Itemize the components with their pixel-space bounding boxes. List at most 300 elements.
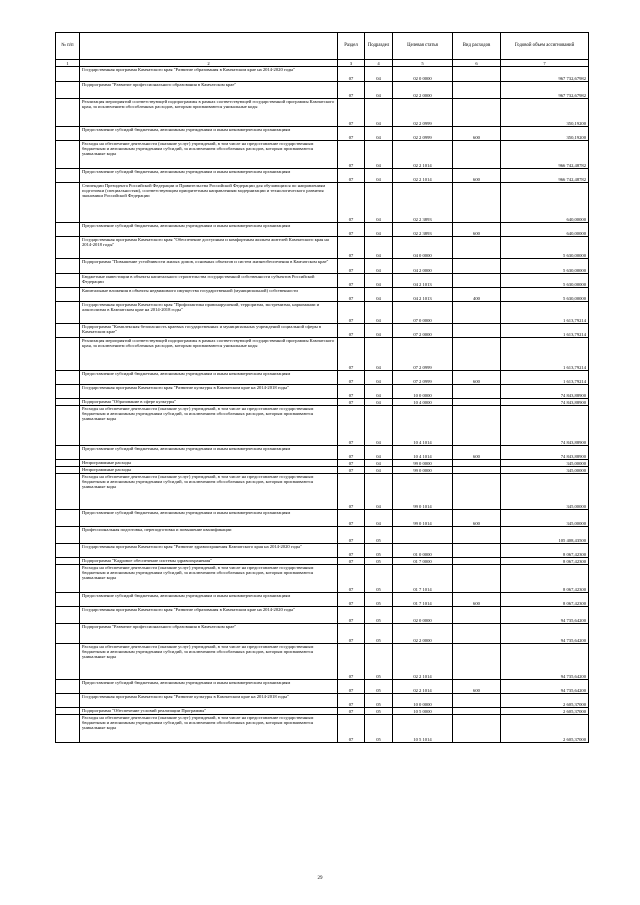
row-number-cell [56,406,80,446]
table-row [56,715,589,743]
row-podrazdel: 04 [365,169,393,183]
column-number: 7 [501,60,589,67]
row-number-cell [56,593,80,607]
row-podrazdel: 04 [365,385,393,399]
row-sum: 2 605,37000 [501,715,589,743]
row-vid [453,624,501,644]
row-sum: 966 742,48782 [501,141,589,169]
row-statya: 10 4 0000 [393,399,453,406]
table-row [56,467,589,474]
row-razdel: 07 [338,385,365,399]
row-number-cell [56,607,80,624]
table-row [56,141,589,169]
row-vid: 600 [453,593,501,607]
row-name: Подпрограмма "Кадровое обеспечение системы здравоохранения" [80,558,338,565]
row-name: Капитальные вложения в объекты недвижимого имущества государственной (муниципальной) собственности [80,288,338,302]
row-razdel: 07 [338,708,365,715]
table-row [56,259,589,274]
row-number-cell [56,259,80,274]
row-statya: 10 0 0000 [393,694,453,708]
row-statya: 04 0 0000 [393,237,453,259]
row-sum: 1 613,79214 [501,324,589,338]
row-statya: 10 4 1014 [393,446,453,460]
row-statya: 04 2 1013 [393,274,453,288]
row-statya: 01 7 1014 [393,593,453,607]
row-number-cell [56,527,80,544]
row-podrazdel: 04 [365,399,393,406]
row-name: Предоставление субсидий бюджетным, автономным учреждениям и иным некоммерческим организациям [80,510,338,527]
row-sum: 94 735,64200 [501,624,589,644]
row-podrazdel: 04 [365,371,393,385]
row-razdel: 07 [338,183,365,223]
row-statya: 02 2 3893 [393,223,453,237]
table-row [56,446,589,460]
row-podrazdel: 04 [365,510,393,527]
row-vid [453,385,501,399]
row-razdel: 07 [338,274,365,288]
row-sum: 967 732,67982 [501,82,589,99]
row-sum: 5 630,00000 [501,288,589,302]
row-vid [453,474,501,510]
row-sum: 966 742,48782 [501,169,589,183]
row-sum: 105 408,43500 [501,527,589,544]
row-statya: 02 2 1014 [393,680,453,694]
table-row [56,527,589,544]
row-name: Предоставление субсидий бюджетным, автономным учреждениям и иным некоммерческим организациям [80,446,338,460]
row-name: Бюджетные инвестиции в объекты капитального строительства государственной собственности субъектов Российской Федерации [80,274,338,288]
table-row [56,624,589,644]
row-number-cell [56,385,80,399]
table-row [56,385,589,399]
table-row [56,127,589,141]
row-razdel: 07 [338,644,365,680]
row-podrazdel: 04 [365,406,393,446]
row-name: Государственная программа Камчатского края "Развитие здравоохранения Камчатского края на 2014-2020 годы" [80,544,338,558]
row-number-cell [56,474,80,510]
row-number-cell [56,324,80,338]
row-podrazdel: 04 [365,460,393,467]
table-row [56,558,589,565]
row-number-cell [56,237,80,259]
row-razdel: 07 [338,460,365,467]
row-razdel: 07 [338,510,365,527]
row-vid [453,259,501,274]
row-statya: 02 2 1014 [393,169,453,183]
header-vid: Вид расходов [453,33,501,60]
row-statya: 10 0 0000 [393,385,453,399]
row-name: Стипендии Президента Российской Федерации и Правительства Российской Федерации для обучающихся по направлениям подготовки (специальностям), соответствующим приоритетным направлениям модернизации и технологического развития экономики Российской Федерации [80,183,338,223]
header-razdel: Раздел [338,33,365,60]
row-razdel: 07 [338,715,365,743]
row-podrazdel: 04 [365,67,393,82]
row-vid [453,274,501,288]
row-vid [453,183,501,223]
table-row [56,169,589,183]
row-statya: 01 7 1014 [393,565,453,593]
row-sum: 350,19200 [501,99,589,127]
row-podrazdel: 04 [365,274,393,288]
row-number-cell [56,558,80,565]
row-vid [453,527,501,544]
table-row [56,406,589,446]
row-vid [453,302,501,324]
row-vid: 600 [453,127,501,141]
row-vid [453,460,501,467]
row-razdel: 07 [338,593,365,607]
row-name: Предоставление субсидий бюджетным, автономным учреждениям и иным некоммерческим организациям [80,127,338,141]
row-podrazdel: 04 [365,82,393,99]
row-vid [453,715,501,743]
table-row [56,82,589,99]
row-statya: 07 2 0000 [393,324,453,338]
row-statya: 02 2 0000 [393,624,453,644]
row-sum: 5 630,00000 [501,274,589,288]
row-statya: 99 0 0000 [393,460,453,467]
row-vid [453,467,501,474]
row-podrazdel: 04 [365,338,393,371]
row-name: Непрограммные расходы [80,467,338,474]
row-podrazdel: 04 [365,183,393,223]
row-razdel: 07 [338,399,365,406]
table-row [56,708,589,715]
row-vid [453,141,501,169]
row-razdel: 07 [338,302,365,324]
row-vid [453,694,501,708]
row-razdel: 07 [338,446,365,460]
row-name: Реализация мероприятий соответствующей подпрограммы в рамках соответствующей государственной программы Камчатского края, за исключением обособленных расходов, которым присваиваются уникальные коды [80,99,338,127]
row-number-cell [56,624,80,644]
table-row [56,371,589,385]
row-sum: 74 843,88900 [501,446,589,460]
row-vid [453,406,501,446]
row-number-cell [56,274,80,288]
table-row [56,510,589,527]
row-statya: 01 7 0000 [393,558,453,565]
column-number: 1 [56,60,80,67]
row-vid: 400 [453,288,501,302]
row-razdel: 07 [338,406,365,446]
row-podrazdel: 05 [365,558,393,565]
row-number-cell [56,183,80,223]
row-statya: 07 2 0999 [393,338,453,371]
header-row [56,33,589,60]
row-number-cell [56,82,80,99]
row-name: Предоставление субсидий бюджетным, автономным учреждениям и иным некоммерческим организациям [80,680,338,694]
row-statya [393,527,453,544]
row-statya: 04 2 0000 [393,259,453,274]
row-statya: 02 2 3893 [393,183,453,223]
row-number-cell [56,694,80,708]
row-podrazdel: 05 [365,544,393,558]
row-number-cell [56,644,80,680]
table-row [56,99,589,127]
column-number-row [56,60,589,67]
row-statya: 10 4 1014 [393,406,453,446]
row-name: Расходы на обеспечение деятельности (оказание услуг) учреждений, в том числе на предоставление государственным бюджетным и автономным учреждениям субсидий, за исключением обособленных расходов, которым присваиваются уникальные коды [80,715,338,743]
row-podrazdel: 05 [365,694,393,708]
row-number-cell [56,565,80,593]
row-statya: 10 5 1014 [393,715,453,743]
row-name: Предоставление субсидий бюджетным, автономным учреждениям и иным некоммерческим организациям [80,371,338,385]
row-vid [453,544,501,558]
row-name: Подпрограмма "Развитие профессионального образования в Камчатском крае" [80,624,338,644]
row-sum: 967 732,67982 [501,67,589,82]
row-razdel: 07 [338,474,365,510]
row-sum: 94 735,64200 [501,607,589,624]
row-number-cell [56,446,80,460]
row-sum: 1 613,79214 [501,338,589,371]
row-podrazdel: 05 [365,607,393,624]
row-number-cell [56,169,80,183]
column-number: 2 [80,60,338,67]
row-razdel: 07 [338,565,365,593]
table-row [56,607,589,624]
row-sum: 1 613,79214 [501,371,589,385]
row-name: Расходы на обеспечение деятельности (оказание услуг) учреждений, в том числе на предоставление государственным бюджетным и автономным учреждениям субсидий, за исключением обособленных расходов, которым присваиваются уникальные коды [80,474,338,510]
table-row [56,338,589,371]
row-sum: 74 843,88900 [501,385,589,399]
row-sum: 74 843,88900 [501,399,589,406]
row-statya: 01 0 0000 [393,544,453,558]
row-name: Непрограммные расходы [80,460,338,467]
row-statya: 02 2 1014 [393,141,453,169]
row-name: Реализация мероприятий соответствующей подпрограммы в рамках соответствующей государственной программы Камчатского края, за исключением обособленных расходов, которым присваиваются уникальные коды [80,338,338,371]
budget-table [55,32,589,743]
row-razdel: 07 [338,259,365,274]
row-podrazdel: 04 [365,474,393,510]
row-razdel: 07 [338,694,365,708]
row-podrazdel: 04 [365,467,393,474]
row-statya: 07 2 0999 [393,371,453,385]
table-row [56,565,589,593]
row-sum: 94 735,64200 [501,644,589,680]
row-sum: 350,19200 [501,127,589,141]
row-number-cell [56,338,80,371]
row-razdel: 07 [338,527,365,544]
row-razdel: 07 [338,169,365,183]
row-razdel: 07 [338,141,365,169]
row-sum: 8 067,42300 [501,593,589,607]
row-razdel: 07 [338,371,365,385]
row-razdel: 07 [338,99,365,127]
row-number-cell [56,510,80,527]
row-podrazdel: 05 [365,708,393,715]
header-name [80,33,338,60]
row-sum: 640,00000 [501,183,589,223]
row-podrazdel: 05 [365,680,393,694]
row-name: Государственная программа Камчатского края "Развитие образования в Камчатском крае на 2014-2020 годы" [80,67,338,82]
row-statya: 10 5 0000 [393,708,453,715]
row-podrazdel: 05 [365,527,393,544]
table-row [56,274,589,288]
row-name: Подпрограмма "Развитие профессионального образования в Камчатском крае" [80,82,338,99]
table-row [56,183,589,223]
row-name: Государственная программа Камчатского края "Обеспечение доступным и комфортным жильем жителей Камчатского края на 2014-2018 годы" [80,237,338,259]
header-podrazdel: Подраздел [365,33,393,60]
row-vid [453,644,501,680]
row-podrazdel: 05 [365,624,393,644]
row-statya: 99 0 1014 [393,474,453,510]
row-sum: 2 605,37000 [501,694,589,708]
row-sum: 2 605,37000 [501,708,589,715]
row-podrazdel: 04 [365,141,393,169]
row-sum: 8 067,42300 [501,558,589,565]
row-podrazdel: 05 [365,593,393,607]
row-statya: 99 0 1014 [393,510,453,527]
row-statya: 02 2 0000 [393,82,453,99]
row-number-cell [56,223,80,237]
row-name: Подпрограмма "Повышение устойчивости жилых домов, основных объектов и систем жизнеобеспечения в Камчатском крае" [80,259,338,274]
row-name: Государственная программа Камчатского края "Профилактика правонарушений, терроризма, экстремизма, наркомании и алкоголизма в Камчатском крае на 2014-2018 годы" [80,302,338,324]
header-sum: Годовой объем ассигнований [501,33,589,60]
row-statya: 02 2 0999 [393,127,453,141]
row-vid: 600 [453,223,501,237]
row-podrazdel: 05 [365,644,393,680]
row-sum: 345,00000 [501,510,589,527]
column-number: 5 [393,60,453,67]
row-sum: 345,00000 [501,467,589,474]
row-vid [453,565,501,593]
row-number-cell [56,67,80,82]
row-number-cell [56,715,80,743]
row-number-cell [56,680,80,694]
table-row [56,237,589,259]
column-number: 3 [338,60,365,67]
table-row [56,324,589,338]
row-number-cell [56,141,80,169]
row-statya: 02 0 0000 [393,607,453,624]
row-number-cell [56,467,80,474]
row-number-cell [56,371,80,385]
row-vid: 600 [453,446,501,460]
row-number-cell [56,460,80,467]
row-razdel: 07 [338,338,365,371]
row-vid [453,558,501,565]
row-number-cell [56,99,80,127]
row-vid [453,338,501,371]
row-sum: 74 843,88900 [501,406,589,446]
header-statya: Целевая статья [393,33,453,60]
table-row [56,399,589,406]
table-row [56,223,589,237]
row-razdel: 07 [338,82,365,99]
row-number-cell [56,399,80,406]
row-vid [453,324,501,338]
table-row [56,680,589,694]
row-sum: 94 735,64200 [501,680,589,694]
row-statya: 04 2 1013 [393,288,453,302]
row-podrazdel: 04 [365,324,393,338]
row-podrazdel: 05 [365,715,393,743]
row-vid: 600 [453,371,501,385]
row-vid: 600 [453,169,501,183]
row-razdel: 07 [338,237,365,259]
row-sum: 5 630,00000 [501,259,589,274]
row-number-cell [56,288,80,302]
row-name: Расходы на обеспечение деятельности (оказание услуг) учреждений, в том числе на предоставление государственным бюджетным и автономным учреждениям субсидий, за исключением обособленных расходов, которым присваиваются уникальные коды [80,141,338,169]
row-name: Подпрограмма "Обеспечение условий реализации Программы" [80,708,338,715]
table-row [56,67,589,82]
row-sum: 345,00000 [501,474,589,510]
row-razdel: 07 [338,324,365,338]
row-razdel: 07 [338,558,365,565]
row-podrazdel: 04 [365,259,393,274]
row-statya: 07 0 0000 [393,302,453,324]
header-number: № п/п [56,33,80,60]
row-razdel: 07 [338,67,365,82]
table-row [56,460,589,467]
row-podrazdel: 04 [365,288,393,302]
row-name: Расходы на обеспечение деятельности (оказание услуг) учреждений, в том числе на предоставление государственным бюджетным и автономным учреждениям субсидий, за исключением обособленных расходов, которым присваиваются уникальные коды [80,565,338,593]
table-row [56,694,589,708]
row-name: Профессиональная подготовка, переподготовка и повышение квалификации [80,527,338,544]
row-vid [453,708,501,715]
table-row [56,544,589,558]
row-razdel: 07 [338,680,365,694]
row-statya: 02 0 0000 [393,67,453,82]
table-row [56,288,589,302]
row-razdel: 07 [338,127,365,141]
table-row [56,474,589,510]
page-number: 29 [317,876,323,881]
row-razdel: 07 [338,467,365,474]
row-name: Государственная программа Камчатского края "Развитие образования в Камчатском крае на 2014-2020 годы" [80,607,338,624]
row-podrazdel: 04 [365,99,393,127]
row-name: Расходы на обеспечение деятельности (оказание услуг) учреждений, в том числе на предоставление государственным бюджетным и автономным учреждениям субсидий, за исключением обособленных расходов, которым присваиваются уникальные коды [80,644,338,680]
table-body [56,67,589,743]
row-sum: 8 067,42300 [501,565,589,593]
row-razdel: 07 [338,624,365,644]
row-podrazdel: 04 [365,302,393,324]
row-number-cell [56,544,80,558]
row-vid [453,607,501,624]
row-name: Предоставление субсидий бюджетным, автономным учреждениям и иным некоммерческим организациям [80,593,338,607]
row-number-cell [56,708,80,715]
row-sum: 8 067,42300 [501,544,589,558]
table-row [56,302,589,324]
row-podrazdel: 04 [365,127,393,141]
row-number-cell [56,302,80,324]
row-vid: 600 [453,680,501,694]
row-podrazdel: 04 [365,237,393,259]
row-name: Предоставление субсидий бюджетным, автономным учреждениям и иным некоммерческим организациям [80,223,338,237]
row-podrazdel: 05 [365,565,393,593]
row-name: Государственная программа Камчатского края "Развитие культуры в Камчатском крае на 2014-2018 годы" [80,694,338,708]
column-number: 6 [453,60,501,67]
table-row [56,644,589,680]
row-statya: 02 2 0999 [393,99,453,127]
row-name: Расходы на обеспечение деятельности (оказание услуг) учреждений, в том числе на предоставление государственным бюджетным и автономным учреждениям субсидий, за исключением обособленных расходов, которым присваиваются уникальные коды [80,406,338,446]
row-name: Предоставление субсидий бюджетным, автономным учреждениям и иным некоммерческим организациям [80,169,338,183]
row-razdel: 07 [338,223,365,237]
row-sum: 5 630,00000 [501,237,589,259]
row-vid: 600 [453,510,501,527]
row-statya: 02 2 1014 [393,644,453,680]
column-number: 4 [365,60,393,67]
row-sum: 640,00000 [501,223,589,237]
row-vid [453,82,501,99]
row-name: Подпрограмма "Образование в сфере культуры" [80,399,338,406]
row-vid [453,99,501,127]
row-number-cell [56,127,80,141]
row-razdel: 07 [338,607,365,624]
row-vid [453,67,501,82]
row-podrazdel: 04 [365,446,393,460]
row-razdel: 07 [338,288,365,302]
row-razdel: 07 [338,544,365,558]
row-name: Государственная программа Камчатского края "Развитие культуры в Камчатском крае на 2014-2018 годы" [80,385,338,399]
row-vid [453,399,501,406]
